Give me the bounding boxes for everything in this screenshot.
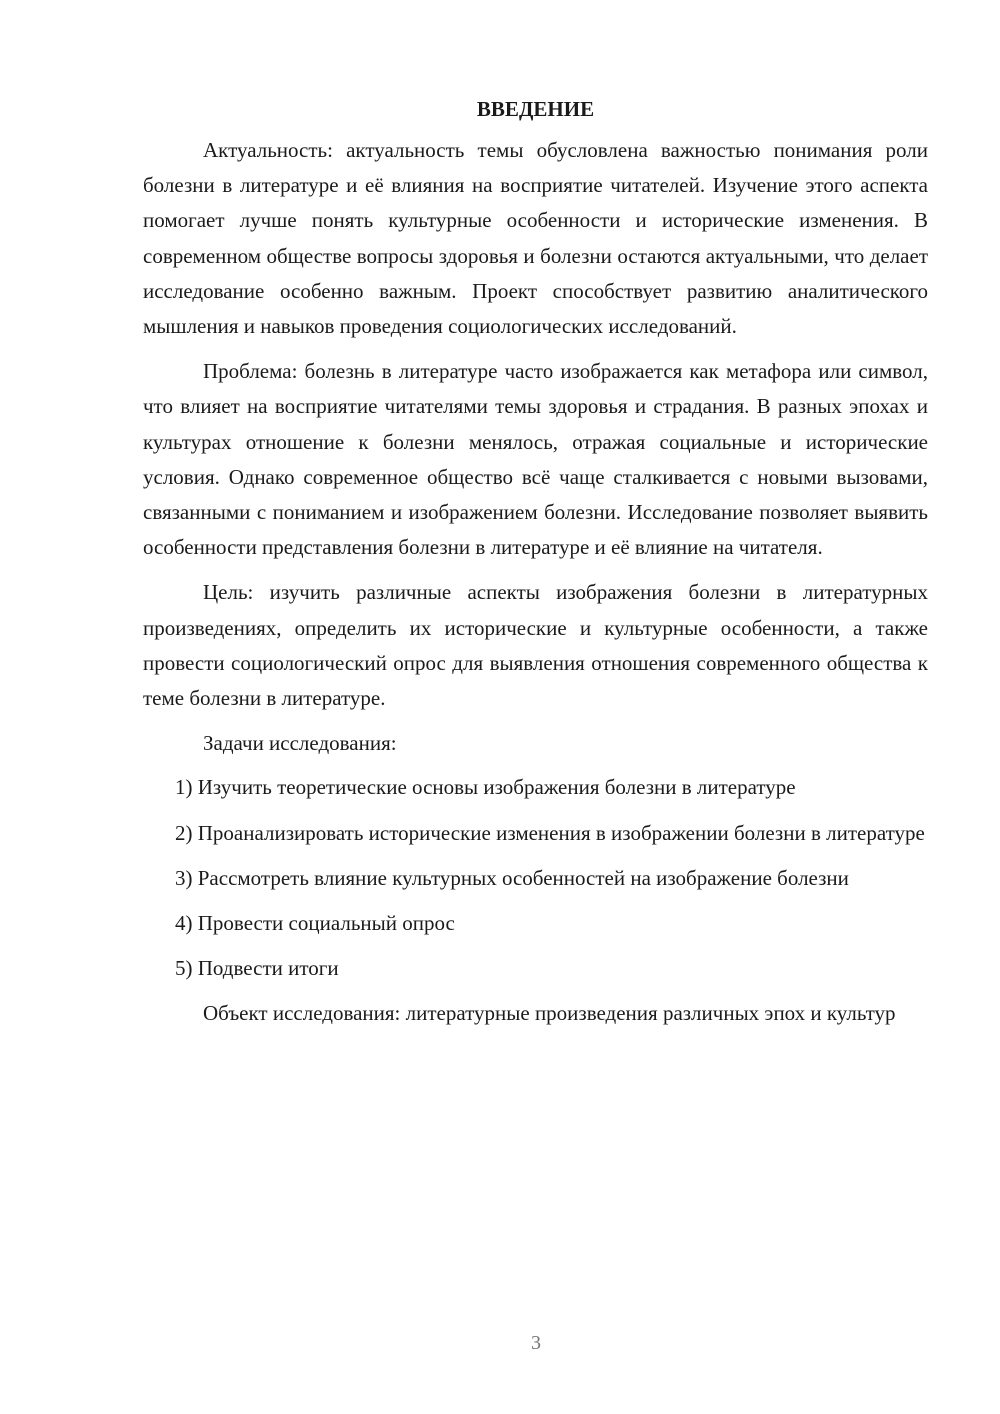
document-page <box>143 92 928 1032</box>
task-item-5: 5) Подвести итоги <box>175 956 339 981</box>
section-title: ВВЕДЕНИЕ <box>476 97 595 121</box>
page-number: 3 <box>531 1332 541 1354</box>
relevance-paragraph: Актуальность: актуальность темы обусловлена важностью понимания роли болезни в литературе и её влияния на восприятие читателей. Изучение этого аспекта помогает лучше понять культурные особенности и исторические изменения. В современном обществе вопросы здоровья и болезни остаются актуальными, что делает исследование особенно важным. Проект способствует развитию аналитического мышления и навыков проведения социологических исследований. <box>143 138 928 339</box>
task-item-4: 4) Провести социальный опрос <box>175 911 455 936</box>
task-item-3: 3) Рассмотреть влияние культурных особенностей на изображение болезни <box>175 865 849 890</box>
task-item-2: 2) Проанализировать исторические изменения в изображении болезни в литературе <box>175 820 925 845</box>
problem-paragraph: Проблема: болезнь в литературе часто изображается как метафора или символ, что влияет на восприятие читателями темы здоровья и страдания. В разных эпохах и культурах отношение к болезни менялось, отражая социальные и исторические условия. Однако современное общество всё чаще сталкивается с новыми вызовами, связанными с пониманием и изображением болезни. Исследование позволяет выявить особенности представления болезни в литературе и её влияние на читателя. <box>143 359 928 560</box>
object-paragraph: Объект исследования: литературные произведения различных эпох и культур <box>203 1001 896 1026</box>
task-item-1: 1) Изучить теоретические основы изображения болезни в литературе <box>175 775 796 800</box>
goal-paragraph: Цель: изучить различные аспекты изображения болезни в литературных произведениях, определить их исторические и культурные особенности, а также провести социологический опрос для выявления отношения современного общества к теме болезни в литературе. <box>143 580 928 711</box>
tasks-heading: Задачи исследования: <box>203 731 397 756</box>
